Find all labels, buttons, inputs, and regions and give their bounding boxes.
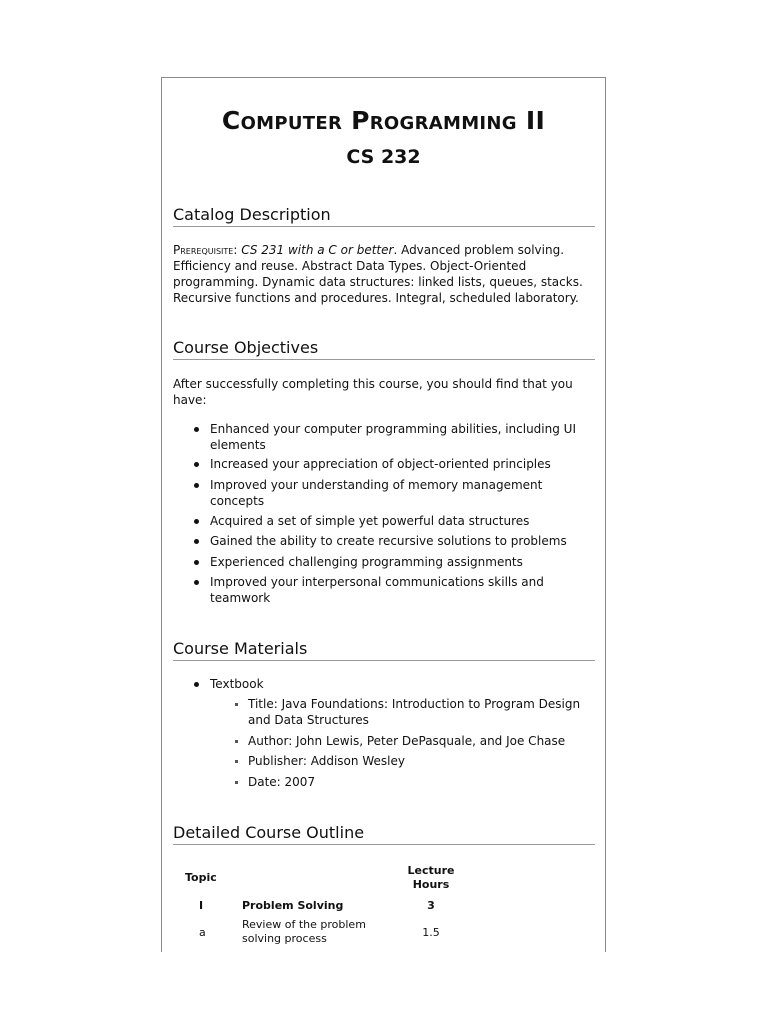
outline-heading: Detailed Course Outline [173,823,595,845]
column-header-topic: Topic [185,871,217,884]
row-hours: 1.5 [422,926,440,939]
intro-line: After successfully completing this course, you should find that you [173,377,573,391]
bullet-icon [194,539,199,544]
list-item: Publisher: Addison Wesley [248,753,598,769]
bullet-icon [235,703,238,706]
bullet-icon [235,740,238,743]
catalog-heading: Catalog Description [173,205,595,227]
bullet-icon [235,760,238,763]
list-item: Improved your interpersonal communications skills and teamwork [210,574,590,606]
description-line: Efficiency and reuse. Abstract Data Types. Object-Oriented [173,259,527,273]
bullet-icon [194,462,199,467]
objectives-heading: Course Objectives [173,338,595,360]
intro-line: have: [173,393,207,407]
list-item: Improved your understanding of memory management concepts [210,477,590,509]
prerequisite-label: Prerequisite: [173,243,238,257]
row-number: a [199,926,206,939]
catalog-line-1 [173,242,597,258]
course-title: Computer Programming II [221,106,546,135]
row-number: I [199,899,204,912]
list-item [210,676,590,692]
materials-heading: Course Materials [173,639,595,661]
description-line: Recursive functions and procedures. Integral, scheduled laboratory. [173,291,579,305]
list-item: Gained the ability to create recursive solutions to problems [210,533,590,549]
description-line: programming. Dynamic data structures: linked lists, queues, stacks. [173,275,583,289]
bullet-icon [194,427,199,432]
bullet-icon [194,682,199,687]
bullet-icon [194,519,199,524]
course-document [161,77,606,952]
bullet-icon [235,781,238,784]
row-hours: 3 [427,899,435,912]
bullet-icon [194,560,199,565]
prerequisite-value: CS 231 with a C or better [241,243,394,257]
row-topic: Problem Solving [242,899,344,912]
bullet-icon [194,483,199,488]
list-item: Date: 2007 [248,774,598,790]
list-item: Title: Java Foundations: Introduction to Program Design and Data Structures [248,696,598,728]
list-item: Increased your appreciation of object-oriented principles [210,456,590,472]
list-item: Enhanced your computer programming abilities, including UI elements [210,421,590,453]
list-item: Experienced challenging programming assignments [210,554,590,570]
course-code: CS 232 [346,146,421,168]
textbook-label: Textbook [210,677,264,691]
bullet-icon [194,580,199,585]
row-topic: Review of the problem solving process [242,918,366,945]
list-item: Author: John Lewis, Peter DePasquale, and Joe Chase [248,733,598,749]
list-item: Acquired a set of simple yet powerful data structures [210,513,590,529]
objectives-intro [173,376,597,408]
column-header-hours: Lecture Hours [407,864,455,891]
catalog-description [173,242,597,306]
description-line-1: . Advanced problem solving. [393,243,565,257]
